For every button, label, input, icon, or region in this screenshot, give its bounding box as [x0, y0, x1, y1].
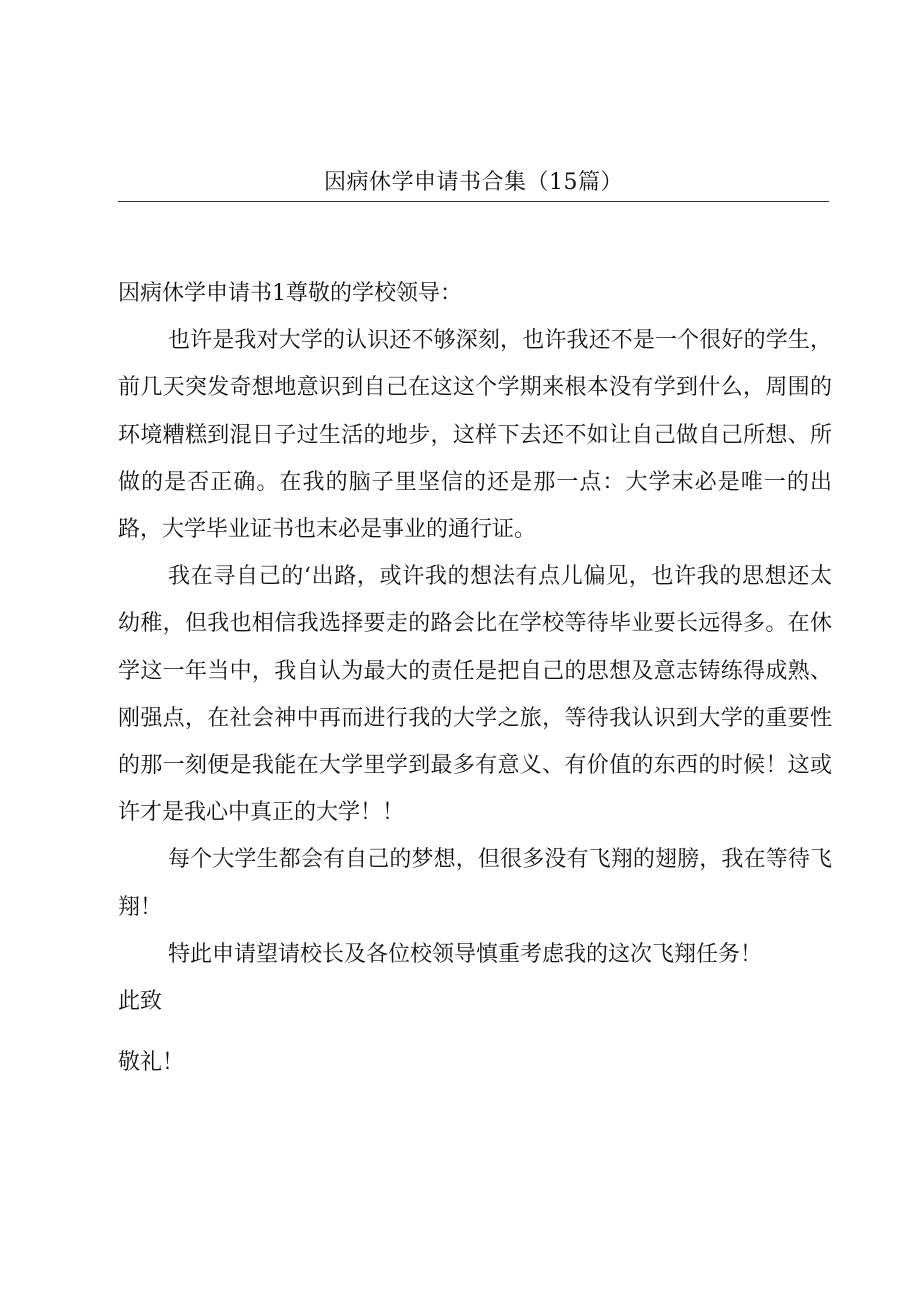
document-title: 因病休学申请书合集（15篇）: [324, 170, 623, 195]
paragraph-2: 我在寻自己的‘出路，或许我的想法有点儿偏见，也许我的思想还太幼稚，但我也相信我选择要走的路会比在学校等待毕业要长远得多。在休学这一年当中，我自认为最大的责任是把自己的思想及意志铸练得成熟、刚强点，在社会神中再而进行我的大学之旅，等待我认识到大学的重要性的那一刻便是我能在大学里学到最多有意义、有价值的东西的时候！这或许才是我心中真正的大学！！: [118, 564, 832, 826]
closing-line: 此致: [118, 989, 163, 1015]
paragraph-4: 特此申请望请校长及各位校领导慎重考虑我的这次飞翔任务！: [168, 941, 763, 967]
closing-spacer: [118, 1025, 832, 1039]
title-underline: [118, 201, 829, 202]
paragraph-1: 也许是我对大学的认识还不够深刻，也许我还不是一个很好的学生，前几天突发奇想地意识到自己在这这个学期来根本没有学到什么，周围的环境糟糕到混日子过生活的地步，这样下去还不如让自己做自己所想、所做的是否正确。在我的脑子里坚信的还是那一点：大学末必是唯一的出路，大学毕业证书也末必是事业的通行证。: [118, 328, 832, 543]
paragraph-3: 每个大学生都会有自己的梦想，但很多没有飞翔的翅膀，我在等待飞翔！: [118, 847, 832, 920]
document-body: [118, 270, 832, 1086]
salute-line: 敬礼！: [118, 1050, 185, 1076]
salutation-line: 因病休学申请书1尊敬的学校领导：: [118, 281, 462, 306]
